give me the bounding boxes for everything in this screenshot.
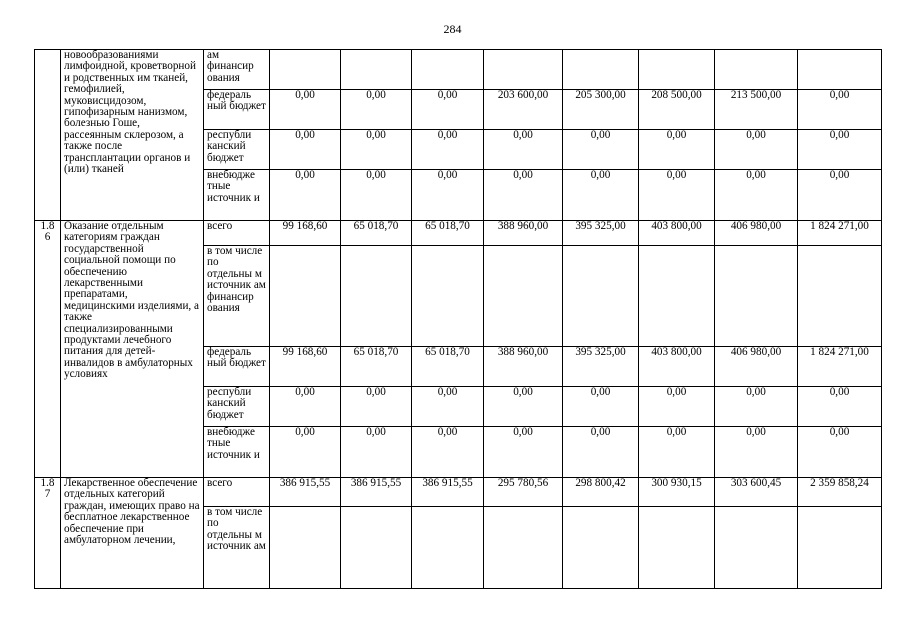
funding-source: всего xyxy=(204,478,270,507)
amount-cell: 303 600,45 xyxy=(715,478,798,507)
page-number: 284 xyxy=(443,22,462,36)
amount-cell: 0,00 xyxy=(270,170,341,221)
amount-cell: 208 500,00 xyxy=(639,90,715,130)
amount-cell xyxy=(639,246,715,347)
amount-cell: 0,00 xyxy=(270,90,341,130)
amount-cell: 1 824 271,00 xyxy=(798,221,882,246)
amount-cell: 0,00 xyxy=(798,130,882,170)
table-row xyxy=(35,478,882,507)
amount-cell: 386 915,55 xyxy=(412,478,484,507)
amount-cell xyxy=(484,246,563,347)
amount-cell: 403 800,00 xyxy=(639,347,715,387)
funding-source: всего xyxy=(204,221,270,246)
amount-cell: 0,00 xyxy=(412,130,484,170)
amount-cell: 0,00 xyxy=(798,387,882,427)
amount-cell xyxy=(715,246,798,347)
funding-source: республи канский бюджет xyxy=(204,387,270,427)
amount-cell xyxy=(798,246,882,347)
funding-source: федераль ный бюджет xyxy=(204,90,270,130)
amount-cell: 0,00 xyxy=(798,170,882,221)
amount-cell xyxy=(412,246,484,347)
row-number: 1.8 7 xyxy=(35,478,61,589)
amount-cell: 0,00 xyxy=(563,170,639,221)
amount-cell: 0,00 xyxy=(715,427,798,478)
amount-cell: 0,00 xyxy=(270,130,341,170)
amount-cell: 203 600,00 xyxy=(484,90,563,130)
amount-cell: 2 359 858,24 xyxy=(798,478,882,507)
amount-cell: 0,00 xyxy=(484,387,563,427)
amount-cell xyxy=(798,50,882,90)
amount-cell xyxy=(341,246,412,347)
amount-cell: 0,00 xyxy=(798,427,882,478)
funding-source: в том числе по отдельны м источник ам финансир ования xyxy=(204,246,270,347)
amount-cell xyxy=(270,246,341,347)
amount-cell xyxy=(412,507,484,589)
amount-cell: 388 960,00 xyxy=(484,347,563,387)
amount-cell: 0,00 xyxy=(484,427,563,478)
amount-cell: 0,00 xyxy=(341,427,412,478)
amount-cell xyxy=(639,507,715,589)
measure-name: новообразованиями лимфоидной, кроветворной и родственных им тканей, гемофилией, муковисцидозом, гипофизарным нанизмом, болезнью Гоше, рассеянным склерозом, а также после трансплантации органов и (или) тканей xyxy=(61,50,204,221)
measure-name: Лекарственное обеспечение отдельных категорий граждан, имеющих право на бесплатное лекарственное обеспечение при амбулаторном лечении, xyxy=(61,478,204,589)
amount-cell: 0,00 xyxy=(798,90,882,130)
amount-cell: 0,00 xyxy=(341,130,412,170)
amount-cell: 0,00 xyxy=(639,427,715,478)
amount-cell: 0,00 xyxy=(715,387,798,427)
amount-cell: 65 018,70 xyxy=(412,347,484,387)
amount-cell: 0,00 xyxy=(639,387,715,427)
amount-cell xyxy=(563,246,639,347)
amount-cell xyxy=(715,507,798,589)
amount-cell: 0,00 xyxy=(484,130,563,170)
amount-cell: 99 168,60 xyxy=(270,221,341,246)
amount-cell xyxy=(563,507,639,589)
amount-cell: 0,00 xyxy=(412,170,484,221)
amount-cell: 386 915,55 xyxy=(341,478,412,507)
amount-cell xyxy=(270,50,341,90)
amount-cell: 395 325,00 xyxy=(563,221,639,246)
amount-cell: 65 018,70 xyxy=(412,221,484,246)
amount-cell: 0,00 xyxy=(639,130,715,170)
amount-cell xyxy=(715,50,798,90)
funding-source: республи канский бюджет xyxy=(204,130,270,170)
funding-source: внебюдже тные источник и xyxy=(204,427,270,478)
amount-cell xyxy=(412,50,484,90)
amount-cell: 0,00 xyxy=(563,427,639,478)
amount-cell: 0,00 xyxy=(341,170,412,221)
amount-cell: 0,00 xyxy=(715,170,798,221)
amount-cell: 1 824 271,00 xyxy=(798,347,882,387)
amount-cell: 0,00 xyxy=(341,387,412,427)
amount-cell: 0,00 xyxy=(270,427,341,478)
amount-cell: 0,00 xyxy=(270,387,341,427)
amount-cell: 0,00 xyxy=(484,170,563,221)
budget-table xyxy=(34,49,882,589)
amount-cell: 213 500,00 xyxy=(715,90,798,130)
amount-cell: 403 800,00 xyxy=(639,221,715,246)
amount-cell: 300 930,15 xyxy=(639,478,715,507)
amount-cell: 0,00 xyxy=(563,130,639,170)
amount-cell xyxy=(639,50,715,90)
amount-cell xyxy=(341,50,412,90)
amount-cell: 406 980,00 xyxy=(715,221,798,246)
funding-source: внебюдже тные источник и xyxy=(204,170,270,221)
amount-cell: 0,00 xyxy=(341,90,412,130)
amount-cell: 298 800,42 xyxy=(563,478,639,507)
measure-name: Оказание отдельным категориям граждан государственной социальной помощи по обеспечению лекарственными препаратами, медицинскими изделиями, а также специализированными продуктами лечебного питания для детей-инвалидов в амбулаторных условиях xyxy=(61,221,204,478)
row-number xyxy=(35,50,61,221)
amount-cell: 395 325,00 xyxy=(563,347,639,387)
table-row xyxy=(35,50,882,90)
amount-cell: 99 168,60 xyxy=(270,347,341,387)
amount-cell xyxy=(563,50,639,90)
amount-cell: 0,00 xyxy=(715,130,798,170)
amount-cell: 0,00 xyxy=(412,427,484,478)
amount-cell xyxy=(798,507,882,589)
amount-cell xyxy=(484,507,563,589)
amount-cell: 388 960,00 xyxy=(484,221,563,246)
amount-cell: 0,00 xyxy=(563,387,639,427)
funding-source: в том числе по отдельны м источник ам xyxy=(204,507,270,589)
amount-cell: 0,00 xyxy=(412,387,484,427)
row-number: 1.8 6 xyxy=(35,221,61,478)
amount-cell: 0,00 xyxy=(639,170,715,221)
table-row xyxy=(35,221,882,246)
amount-cell xyxy=(341,507,412,589)
amount-cell: 406 980,00 xyxy=(715,347,798,387)
amount-cell: 205 300,00 xyxy=(563,90,639,130)
amount-cell xyxy=(484,50,563,90)
amount-cell: 295 780,56 xyxy=(484,478,563,507)
amount-cell: 386 915,55 xyxy=(270,478,341,507)
funding-source: ам финансир ования xyxy=(204,50,270,90)
amount-cell: 65 018,70 xyxy=(341,347,412,387)
funding-source: федераль ный бюджет xyxy=(204,347,270,387)
amount-cell: 65 018,70 xyxy=(341,221,412,246)
amount-cell: 0,00 xyxy=(412,90,484,130)
amount-cell xyxy=(270,507,341,589)
